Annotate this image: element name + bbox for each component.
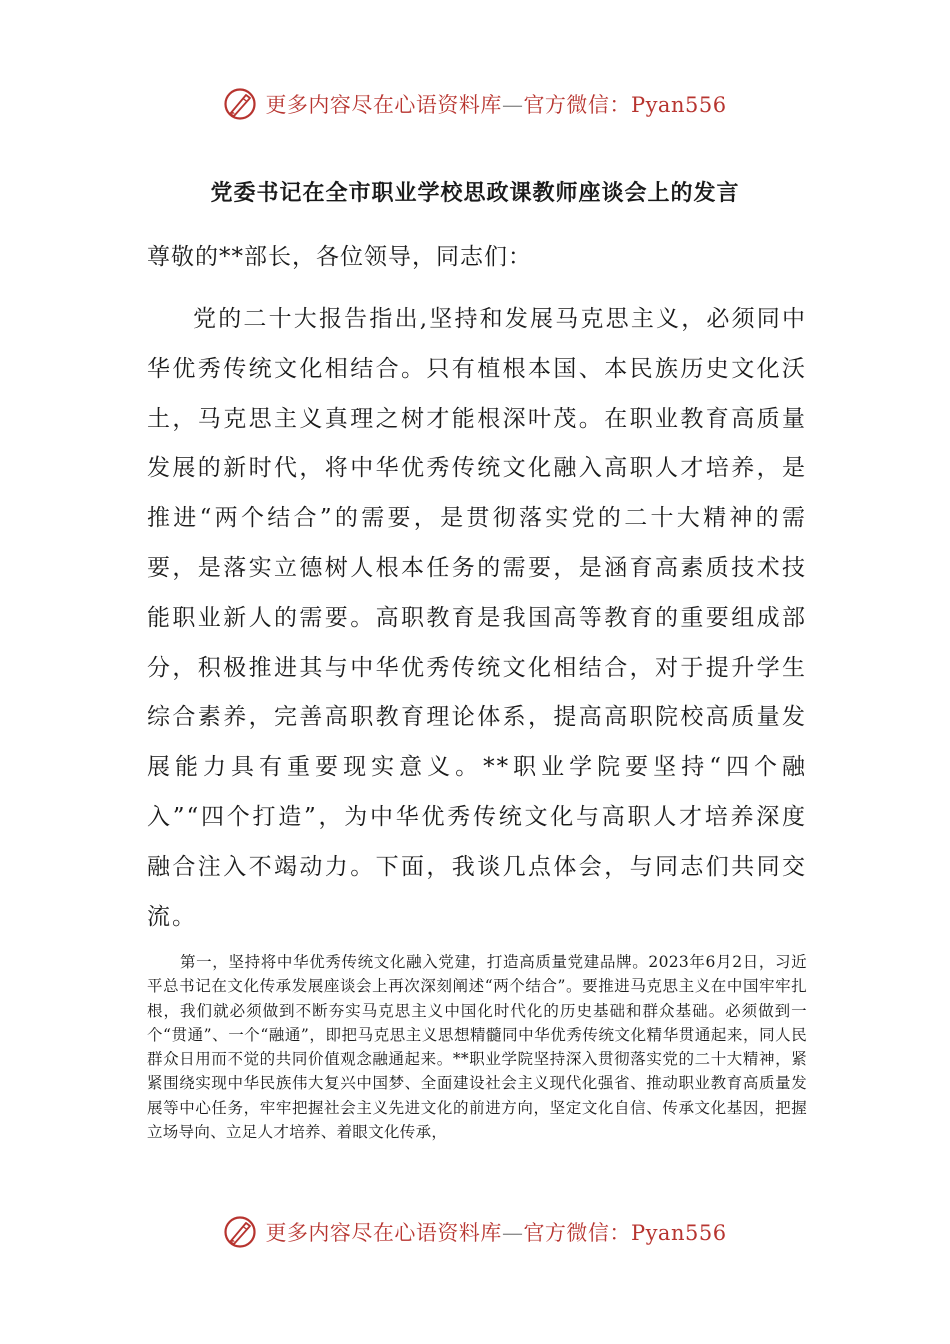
body-paragraph-intro: 党的二十大报告指出,坚持和发展马克思主义，必须同中华优秀传统文化相结合。只有植根本国、本民族历史文化沃土，马克思主义真理之树才能根深叶茂。在职业教育高质量发展的新时代，将中华优秀传统文化融入高职人才培养，是推进“两个结合”的需要，是贯彻落实党的二十大精神的需要，是落实立德树人根本任务的需要，是涵育高素质技术技能职业新人的需要。高职教育是我国高等教育的重要组成部分，积极推进其与中华优秀传统文化相结合，对于提升学生综合素养，完善高职教育理论体系，提高高职院校高质量发展能力具有重要现实意义。**职业学院要坚持“四个融入”“四个打造”，为中华优秀传统文化与高职人才培养深度融合注入不竭动力。下面，我谈几点体会，与同志们共同交流。 — [147, 306, 807, 930]
salutation: 尊敬的**部长，各位领导，同志们： — [147, 244, 532, 270]
watermark-separator: — — [501, 1221, 524, 1245]
footer-watermark — [0, 1212, 950, 1252]
watermark-contact-id: Pyan556 — [630, 93, 727, 117]
watermark-contact-label: 官方微信： — [523, 1221, 631, 1245]
watermark-contact-id: Pyan556 — [630, 1221, 727, 1245]
watermark-contact-label: 官方微信： — [523, 93, 631, 117]
pen-circle-logo-icon — [223, 1215, 257, 1249]
watermark-site: 更多内容尽在心语资料库 — [265, 1221, 502, 1245]
document-title: 党委书记在全市职业学校思政课教师座谈会上的发言 — [210, 181, 740, 206]
watermark-separator: — — [501, 93, 524, 117]
pen-circle-logo-icon — [223, 87, 257, 121]
watermark-text — [265, 89, 726, 119]
body-paragraph-first-point: 第一，坚持将中华优秀传统文化融入党建，打造高质量党建品牌。2023年6月2日，习近平总书记在文化传承发展座谈会上再次深刻阐述“两个结合”。要推进马克思主义在中国牢牢扎根，我们就必须做到不断夯实马克思主义中国化时代化的历史基础和群众基础。必须做到一个“贯通”、一个“融通”，即把马克思主义思想精髓同中华优秀传统文化精华贯通起来，同人民群众日用而不觉的共同价值观念融通起来。**职业学院坚持深入贯彻落实党的二十大精神，紧紧围绕实现中华民族伟大复兴中国梦、全面建设社会主义现代化强省、推动职业教育高质量发展等中心任务，牢牢把握社会主义先进文化的前进方向，坚定文化自信、传承文化基因，把握立场导向、立足人才培养、着眼文化传承， — [147, 953, 807, 1142]
header-watermark — [0, 84, 950, 124]
watermark-site: 更多内容尽在心语资料库 — [265, 93, 502, 117]
watermark-text — [265, 1217, 726, 1247]
